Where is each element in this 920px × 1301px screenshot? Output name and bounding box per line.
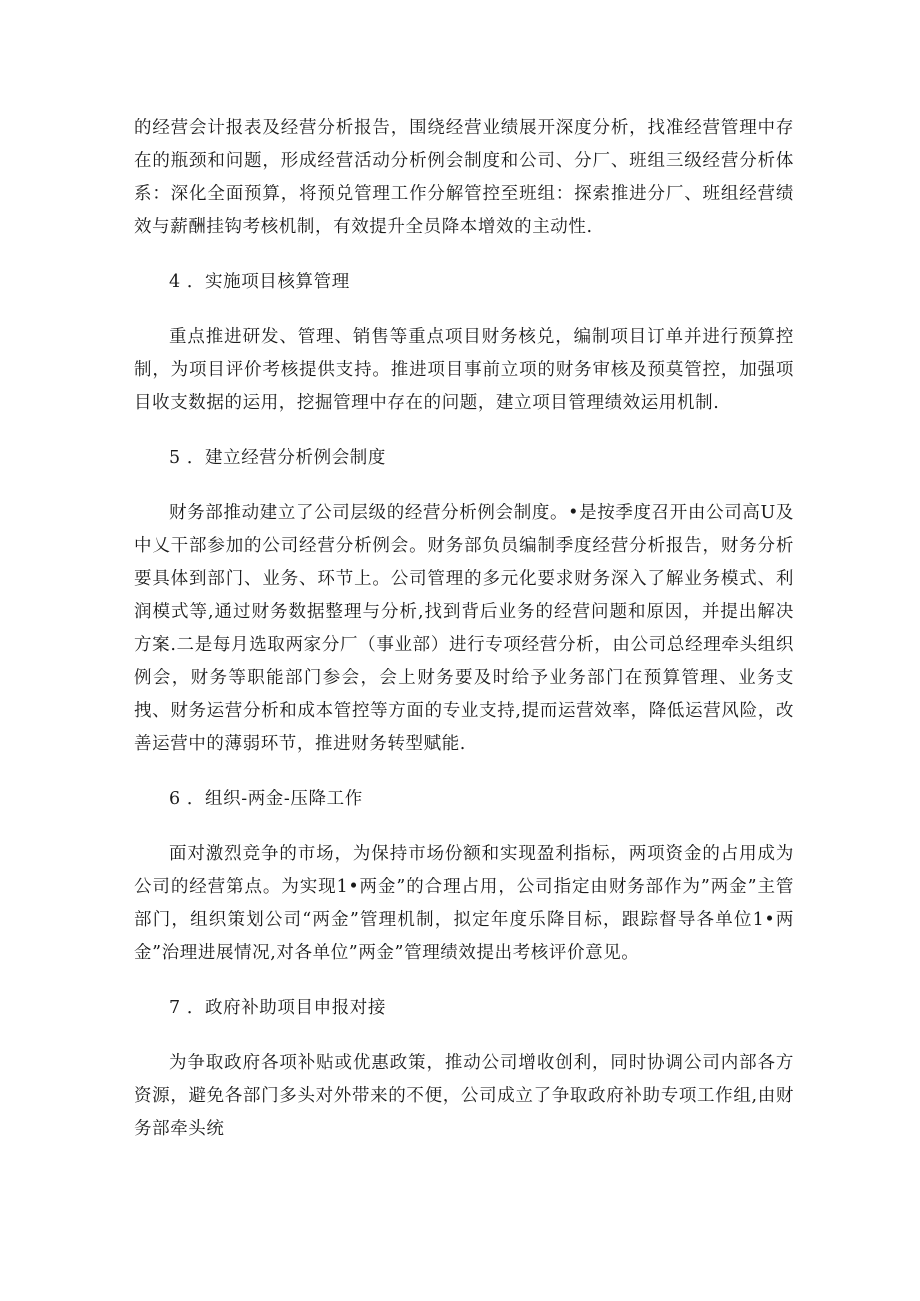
document-page	[134, 112, 794, 1146]
section-heading-5: 5 ．建立经营分析例会制度	[169, 448, 386, 468]
paragraph-section-4: 重点推进研发、管理、销售等重点项目财务核兑，编制项目订单并进行预算控制，为项目评价考核提供支持。推进项目事前立项的财务审核及预莫管控，加强项目收支数据的运用，挖掘管理中存在的问题，建立项目管理绩效运用机制.	[134, 327, 794, 413]
section-heading-7: 7 ．政府补助项目申报对接	[169, 998, 386, 1018]
paragraph-section-6: 面对激烈竞争的市场，为保持市场份额和实现盈利指标，两项资金的占用成为公司的经营第点。为实现1•两金”的合理占用，公司指定由财务部作为”两金”主管部门，组织策划公司“两金”管理机制，拟定年度乐降目标，跟踪督导各单位1•两金”治理进展情况,对各单位”两金”管理绩效提出考核评价意见。	[134, 844, 794, 963]
paragraph-continued: 的经营会计报表及经营分析报告，围绕经营业绩展开深度分析，找准经营管理中存在的瓶颈和问题，形成经营活动分析例会制度和公司、分厂、班组三级经营分析体系：深化全面预算，将预兑管理工作分解管控至班组：探索推进分厂、班组经营绩效与薪酬挂钩考核机制，有效提升全员降本增效的主动性.	[134, 118, 794, 237]
section-heading-4: 4 ．实施项目核算管理	[169, 272, 350, 292]
paragraph-section-7: 为争取政府各项补贴或优惠政策，推动公司增收创利，同时协调公司内部各方资源，避免各部门多头对外带来的不便，公司成立了争取政府补助专项工作组,由财务部牵头统	[134, 1053, 794, 1139]
paragraph-section-5: 财务部推动建立了公司层级的经营分析例会制度。•是按季度召开由公司高U及中乂干部参加的公司经营分析例会。财务部负员编制季度经营分析报告，财务分析要具体到部门、业务、环节上。公司管理的多元化要求财务深入了解业务模式、利润模式等,通过财务数据整理与分析,找到背后业务的经营问题和原因，并提出解决方案.二是每月选取两家分厂（事业部）进行专项经营分析，由公司总经理牵头组织例会，财务等职能部门参会，会上财务要及时给予业务部门在预算管理、业务支拽、财务运营分析和成本管控等方面的专业支持,提而运营效率，降低运营风险，改善运营中的薄弱环节，推进财务转型赋能.	[134, 503, 794, 754]
section-heading-6: 6 ．组织-两金-压降工作	[169, 789, 363, 809]
